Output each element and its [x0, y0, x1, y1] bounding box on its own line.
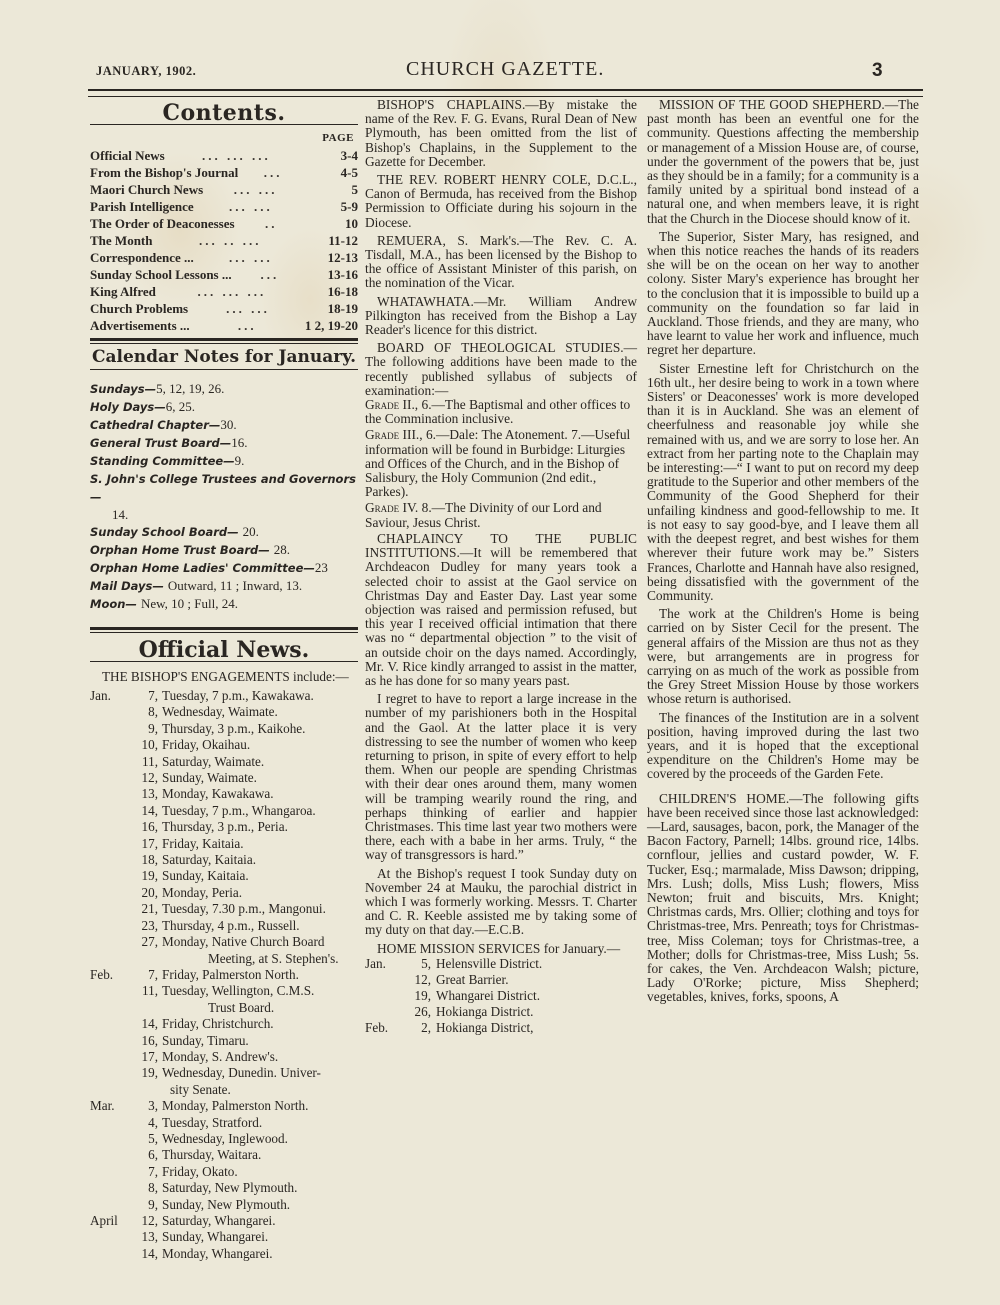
toc-leader: ... ... ...: [197, 284, 267, 300]
article-remuera: REMUERA, S. Mark's.—The Rev. C. A. Tisdall, M.A., has been licensed by the Bishop to the office of Assistant Minister of this parish, on the nomination of the Vicar.: [365, 232, 637, 291]
divider: [90, 369, 358, 370]
toc-leader: ..: [265, 216, 278, 232]
toc-row[interactable]: [90, 317, 358, 334]
article-bishops-request: At the Bishop's request I took Sunday duty on November 24 at Mauku, the parochial district in which I was formerly working. Messrs. T. Charter and C. R. Keeble assisted me by taking some of my duty on that day.—E.C.B.: [365, 865, 637, 938]
toc-page: 3-4: [340, 148, 358, 164]
engagement-item: 9, Thursday, 3 p.m., Kaikohe.: [148, 720, 306, 736]
toc-page: 1 2, 19-20: [304, 318, 358, 334]
calendar-item: Orphan Home Trust Board— 28.: [90, 541, 290, 557]
article-childrens-home-gifts: CHILDREN'S HOME.—The following gifts have been received since those last acknowledged:—Lard, sausages, bacon, pork, the Manager of the Bacon Factory, Parnell; 14lbs. ground rice, 14lbs. cornflour, jellies and custard powder, W. F. Tucker, Esq.; marmalade, Miss Dawson; dripping, Mrs. Lush; dolls, Miss Lush; flowers, Miss Newton; fruit and biscuits, Mrs. Knight; Christmas cards, Mrs. Ollier; clothing and toys for Christmas-tree, Mrs. Penreath; toys for Christmas-tree, Miss Coleman; toys for Christmas-tree, a Mother; dolls for Christmas-tree, Miss Lush; 5s. for cakes, the Ven. Archdeacon Walsh; picture, Lady O'Rorke; picture, Miss Shepherd; vegetables, knives, forks, spoons, A: [647, 790, 919, 1005]
article-rev-cole: THE REV. ROBERT HENRY COLE, D.C.L., Canon of Bermuda, has received from the Bishop Permission to Officiate during his sojourn in the Diocese.: [365, 172, 637, 230]
engagement-item: 17, Monday, S. Andrew's.: [141, 1048, 279, 1064]
engagement-item: April 12, Saturday, Whangarei.: [90, 1213, 276, 1229]
toc-leader: ...: [237, 318, 257, 334]
engagements-list: [90, 688, 358, 1262]
engagement-item: 10, Friday, Okaihau.: [141, 737, 251, 753]
toc-leader: ... .. ...: [198, 233, 262, 249]
toc-label: Correspondence ...: [90, 250, 194, 266]
engagement-item: Feb. 7, Friday, Palmerston North.: [90, 966, 299, 982]
engagement-item: 8, Saturday, New Plymouth.: [148, 1180, 298, 1196]
home-mission-item: 12, Great Barrier.: [414, 971, 509, 987]
engagement-item: 19, Sunday, Kaitaia.: [141, 868, 249, 884]
toc-label: The Order of Deaconesses: [90, 216, 235, 232]
article-finances: The finances of the Institution are in a solvent position, having improved during the last two years, and it is hoped that the exceptional expenditure on the Children's Home may be covered by the proceeds of the Garden Fete.: [647, 709, 919, 782]
grade-item: Grade II., 6.—The Baptismal and other offices to the Commination inclusive.: [365, 397, 631, 427]
table-of-contents: [90, 147, 358, 334]
toc-leader: ...: [263, 165, 283, 181]
toc-page: 4-5: [340, 165, 358, 181]
engagement-item: 19, Wednesday, Dunedin. Univer- sity Senate.: [141, 1065, 321, 1097]
calendar-item: Standing Committee—9.: [90, 452, 245, 468]
home-mission-item: 19, Whangarei District.: [414, 987, 540, 1003]
issue-date: JANUARY, 1902.: [96, 64, 197, 78]
home-mission-item: 26, Hokianga District.: [414, 1003, 534, 1019]
toc-label: Sunday School Lessons ...: [90, 267, 232, 283]
engagement-item: 23, Thursday, 4 p.m., Russell.: [141, 917, 300, 933]
engagement-item: 17, Friday, Kaitaia.: [141, 835, 244, 851]
toc-label: Parish Intelligence: [90, 199, 194, 215]
toc-page: 16-18: [327, 284, 358, 300]
column-right: [647, 98, 919, 1009]
calendar-notes: [90, 380, 358, 613]
page-number: 3: [872, 60, 883, 81]
engagement-item: 16, Sunday, Timaru.: [141, 1032, 249, 1048]
calendar-heading: Calendar Notes for January.: [91, 347, 357, 368]
toc-label: From the Bishop's Journal: [90, 165, 239, 181]
engagement-item: 5, Wednesday, Inglewood.: [148, 1130, 288, 1146]
publication-title: CHURCH GAZETTE.: [406, 58, 605, 80]
engagements-intro: THE BISHOP'S ENGAGEMENTS include:—: [102, 668, 349, 684]
official-news-heading: Official News.: [138, 636, 310, 663]
engagement-item: Mar. 3, Monday, Palmerston North.: [90, 1098, 309, 1114]
grade-item: Grade IV. 8.—The Divinity of our Lord and Saviour, Jesus Christ.: [365, 500, 602, 530]
home-mission-list: [365, 956, 637, 1036]
engagement-item: 11, Saturday, Waimate.: [142, 753, 265, 769]
engagement-item: 11, Tuesday, Wellington, C.M.S. Trust Board.: [142, 983, 315, 1015]
toc-page: 5-9: [340, 199, 358, 215]
calendar-item: Holy Days—6, 25.: [90, 398, 196, 414]
toc-leader: ... ...: [226, 301, 270, 317]
engagement-item: 9, Sunday, New Plymouth.: [148, 1196, 291, 1212]
toc-row[interactable]: [90, 147, 358, 164]
article-mission-good-shepherd: MISSION OF THE GOOD SHEPHERD.—The past month has been an eventful one for the community. Questions affecting the membership or management of a Mission House are, of course, under the government of the powers that be, just as they should be in a family; for a community is a family united by a spiritual bond instead of a natural one, and when members leave, it is right that the Church in the Diocese should know of it.: [647, 97, 919, 226]
toc-leader: ... ... ...: [201, 148, 271, 164]
toc-label: Official News: [90, 148, 165, 164]
toc-row[interactable]: [90, 283, 358, 300]
header-rule: [88, 89, 923, 97]
home-mission-item: Feb. 2, Hokianga District,: [365, 1019, 534, 1035]
column-middle: [365, 98, 637, 1036]
toc-row[interactable]: [90, 164, 358, 181]
toc-label: Advertisements ...: [90, 318, 190, 334]
engagement-item: Jan. 7, Tuesday, 7 p.m., Kawakawa.: [90, 688, 314, 704]
toc-page-label: PAGE: [322, 132, 354, 145]
article-bishops-chaplains: BISHOP'S CHAPLAINS.—By mistake the name of the Rev. F. G. Evans, Rural Dean of New Plymouth, has been omitted from the list of Bishop's Chaplains, in the Supplement to the Gazette for December.: [365, 97, 637, 169]
engagement-item: 12, Sunday, Waimate.: [141, 770, 257, 786]
calendar-item: Orphan Home Ladies' Committee—23: [90, 559, 328, 575]
toc-row[interactable]: [90, 181, 358, 198]
home-mission-intro: HOME MISSION SERVICES for January.—: [377, 940, 621, 956]
engagement-item: 20, Monday, Peria.: [141, 884, 243, 900]
toc-leader: ... ...: [229, 250, 273, 266]
engagement-item: 27, Monday, Native Church Board Meeting, at S. Stephen's.: [141, 934, 339, 966]
toc-row[interactable]: [90, 266, 358, 283]
toc-page: 10: [345, 216, 358, 232]
grade-item: Grade III., 6.—Dale: The Atonement. 7.—Useful information will be found in Burbidge: Liturgies and Offices of the Church, and in the Bishop of Salisbury, the Holy Communion (2nd edit., Parkes).: [365, 427, 631, 500]
calendar-item: General Trust Board—16.: [90, 434, 248, 450]
engagement-item: 18, Saturday, Kaitaia.: [141, 852, 256, 868]
article-whatawhata: WHATAWHATA.—Mr. William Andrew Pilkington has received from the Bishop a Lay Reader's licence for this district.: [365, 293, 637, 338]
engagement-item: 7, Friday, Okato.: [148, 1163, 238, 1179]
article-childrens-home-work: The work at the Children's Home is being carried on by Sister Cecil for the present. The general affairs of the Mission are thus not as they were, but arrangements are in progress for carrying on as much of the work as possible from the Grey Street Mission House by those workers whose return is authorised.: [647, 606, 919, 707]
calendar-item: Cathedral Chapter—30.: [90, 416, 237, 432]
home-mission-item: Jan. 5, Helensville District.: [365, 955, 543, 971]
engagement-item: 21, Tuesday, 7.30 p.m., Mangonui.: [141, 901, 326, 917]
toc-row[interactable]: [90, 300, 358, 317]
calendar-item: Moon— New, 10 ; Full, 24.: [90, 595, 238, 611]
engagement-item: 13, Sunday, Whangarei.: [141, 1229, 269, 1245]
engagement-item: 13, Monday, Kawakawa.: [141, 786, 274, 802]
engagement-item: 14, Tuesday, 7 p.m., Whangaroa.: [141, 802, 316, 818]
toc-page: 18-19: [327, 301, 358, 317]
calendar-item: Sunday School Board— 20.: [90, 523, 259, 539]
toc-leader: ...: [260, 267, 280, 283]
toc-label: Church Problems: [90, 301, 189, 317]
engagement-item: 6, Thursday, Waitara.: [148, 1147, 262, 1163]
toc-page: 12-13: [327, 250, 358, 266]
toc-row[interactable]: [90, 249, 358, 266]
article-chaplaincy: CHAPLAINCY TO THE PUBLIC INSTITUTIONS.—It will be remembered that Archdeacon Dudley for many years took a selected choir to assist at the Gaol service on Christmas Day and Easter Day. Last year some objection was raised and permission refused, but this year I received official intimation that there was no “ departmental objection ” to the visit of an outside choir on the days named. Accordingly, Mr. V. Rice kindly arranged to assist in the matter, as he has done for so many years past.: [365, 530, 637, 688]
calendar-item: Mail Days— Outward, 11 ; Inward, 13.: [90, 577, 303, 593]
engagement-item: 16, Thursday, 3 p.m., Peria.: [141, 819, 288, 835]
contents-heading: Contents.: [162, 100, 286, 126]
engagement-item: 4, Tuesday, Stratford.: [148, 1114, 263, 1130]
article-regret: I regret to have to report a large increase in the number of my parishioners both in the Hospital and the Gaol. At the latter place it is very distressing to see the number of women who keep returning to prison, in spite of every effort to help them. When our people are spending Christmas with their dear ones around them, many women will be tramping wearily round the ring, and perhaps thinking of earlier and happier Christmases. This time last year two mothers were there, each with a babe in her arms. Truly, “ the way of transgressors is hard.”: [365, 691, 637, 863]
toc-label: The Month: [90, 233, 153, 249]
article-theological-studies: BOARD OF THEOLOGICAL STUDIES.—The following additions have been made to the recently published syllabus of subjects of examination:—: [365, 340, 637, 398]
article-sister-ernestine: Sister Ernestine left for Christchurch on the 16th ult., her desire being to work in a town where Sisters' or Deaconesses' work is more developed than it is in Auckland. She was an element of cheerfulness and reasonable joy while she remained with us, and we are sorry to lose her. An extract from her parting note to the Chaplain may be interesting:—“ I want to put on record my deep gratitude to the Superior and other members of the Community of the Good Shepherd for their unfailing kindness and good-fellowship to me. It is not easy to say good-bye, and I leave them all with the deepest regret, and best wishes for them wherever their future work may be.” Sisters Frances, Charlotte and Hannah have also resigned, being dissatisfied with the government of the Community.: [647, 360, 919, 603]
toc-page: 11-12: [328, 233, 358, 249]
article-superior-resigned: The Superior, Sister Mary, has resigned, and when this notice reaches the hands of its readers she will be on the ocean on her way to another colony. Sister Mary's experience has brought her to the conclusion that it is impossible to build up a community on the foundation so far laid in Auckland. Those friends, and they are many, who have learnt to value her work and influence, much regret her departure.: [647, 228, 919, 358]
engagement-item: 14, Friday, Christchurch.: [141, 1016, 274, 1032]
toc-row[interactable]: [90, 198, 358, 215]
engagement-item: 8, Wednesday, Waimate.: [148, 704, 278, 720]
divider: [90, 338, 358, 344]
column-left: [90, 98, 358, 1262]
divider: [90, 627, 358, 633]
toc-leader: ... ...: [233, 182, 278, 198]
toc-label: King Alfred: [90, 284, 156, 300]
toc-leader: ... ...: [228, 199, 273, 215]
toc-label: Maori Church News: [90, 182, 204, 198]
toc-page: 5: [351, 182, 358, 198]
toc-row[interactable]: [90, 215, 358, 232]
toc-page: 13-16: [327, 267, 358, 283]
calendar-item: Sundays—5, 12, 19, 26.: [90, 380, 225, 396]
calendar-item: S. John's College Trustees and Governors— 14.: [90, 471, 356, 522]
toc-row[interactable]: [90, 232, 358, 249]
engagement-item: 14, Monday, Whangarei.: [141, 1245, 273, 1261]
page-header: [96, 58, 816, 86]
